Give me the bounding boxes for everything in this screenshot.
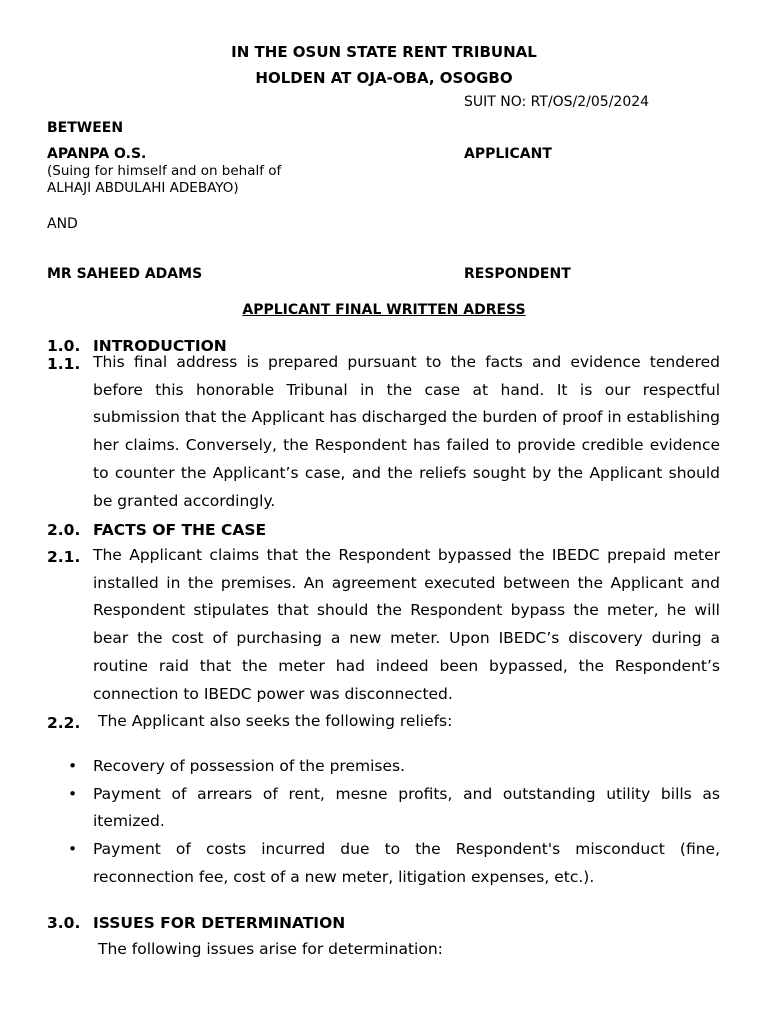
reliefs-intro: The Applicant also seeks the following reliefs: [98, 712, 453, 730]
section-heading-introduction: INTRODUCTION [93, 337, 227, 355]
facts-paragraph: The Applicant claims that the Respondent bypassed the IBEDC prepaid meter installed in the premises. An agreement executed between the Applicant and Respondent stipulates that should the Respondent bypass the meter, he will bear the cost of purchasing a new meter. Upon IBEDC’s discovery during a routine raid that the meter had indeed been bypassed, the Respondent’s connection to IBEDC power was disconnected. [93, 546, 720, 703]
list-item [68, 781, 720, 836]
respondent-name: MR SAHEED ADAMS [47, 266, 203, 282]
relief-text: Payment of arrears of rent, mesne profits, and outstanding utility bills as itemized. [93, 784, 720, 831]
suit-number: SUIT NO: RT/OS/2/05/2024 [464, 94, 650, 110]
section-heading-facts: FACTS OF THE CASE [93, 521, 267, 539]
relief-text: Recovery of possession of the premises. [93, 757, 406, 775]
paragraph-number: 2.2. [47, 714, 81, 732]
court-location: HOLDEN AT OJA-OBA, OSOGBO [255, 69, 513, 87]
introduction-paragraph: This final address is prepared pursuant to the facts and evidence tendered before this honorable Tribunal in the case at hand. It is our respectful submission that the Applicant has discharged the burden of proof in establishing her claims. Conversely, the Respondent has failed to provide credible evidence to counter the Applicant’s case, and the reliefs sought by the Applicant should be granted accordingly. [93, 353, 720, 510]
section-number: 2.0. [47, 521, 81, 539]
and-label: AND [47, 216, 78, 232]
section-number: 1.0. [47, 337, 81, 355]
between-label: BETWEEN [47, 120, 124, 136]
issues-intro: The following issues arise for determination: [98, 940, 443, 958]
section-number: 3.0. [47, 914, 81, 932]
section-heading-issues: ISSUES FOR DETERMINATION [93, 914, 346, 932]
reliefs-list [68, 753, 720, 892]
paragraph-number: 2.1. [47, 548, 81, 566]
applicant-role: APPLICANT [464, 146, 552, 162]
paragraph-number: 1.1. [47, 355, 81, 373]
bullet-icon: • [68, 757, 78, 775]
applicant-note-line1: (Suing for himself and on behalf of [47, 163, 282, 179]
respondent-role: RESPONDENT [464, 266, 571, 282]
relief-text: Payment of costs incurred due to the Respondent's misconduct (fine, reconnection fee, cost of a new meter, litigation expenses, etc.). [93, 840, 720, 886]
list-item [68, 836, 720, 891]
court-title: IN THE OSUN STATE RENT TRIBUNAL [231, 43, 537, 61]
document-title: APPLICANT FINAL WRITTEN ADRESS [242, 302, 526, 318]
applicant-note-line2: ALHAJI ABDULAHI ADEBAYO) [47, 180, 239, 196]
list-item [68, 753, 720, 781]
bullet-icon: • [68, 784, 78, 803]
bullet-icon: • [68, 840, 78, 859]
applicant-name: APANPA O.S. [47, 146, 147, 162]
